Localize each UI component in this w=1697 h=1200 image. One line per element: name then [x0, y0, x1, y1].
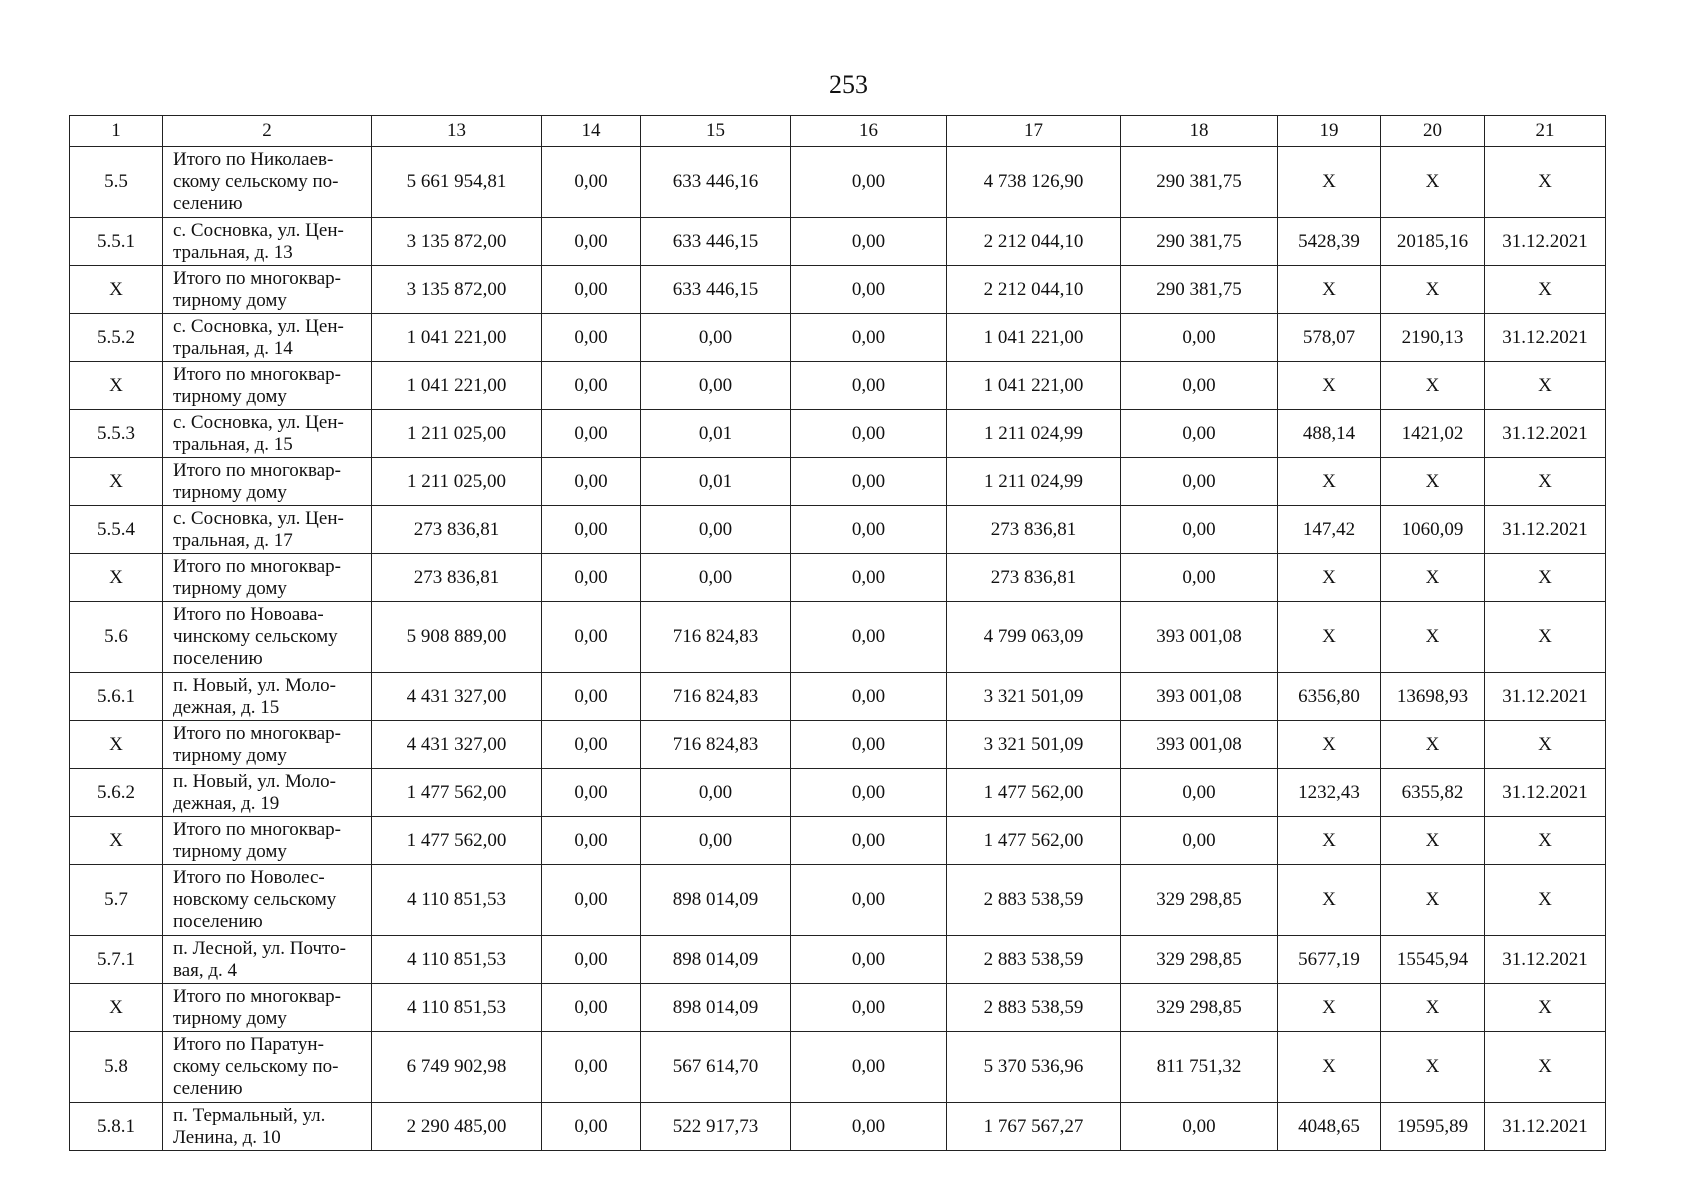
- cell-col-14: 0,00: [542, 147, 641, 218]
- column-header-15: 15: [641, 116, 791, 147]
- column-header-1: 1: [70, 116, 163, 147]
- column-header-19: 19: [1278, 116, 1381, 147]
- cell-col-2: п. Лесной, ул. Почто- вая, д. 4: [163, 936, 372, 984]
- cell-col-18: 329 298,85: [1121, 984, 1278, 1032]
- cell-col-13: 4 110 851,53: [372, 984, 542, 1032]
- cell-col-20: 19595,89: [1381, 1103, 1485, 1151]
- table-row: [70, 1103, 1606, 1151]
- column-header-14: 14: [542, 116, 641, 147]
- cell-col-19: X: [1278, 554, 1381, 602]
- cell-col-21: X: [1485, 984, 1606, 1032]
- column-header-16: 16: [791, 116, 947, 147]
- table-row: [70, 936, 1606, 984]
- cell-col-18: 0,00: [1121, 817, 1278, 865]
- cell-col-20: X: [1381, 458, 1485, 506]
- cell-col-14: 0,00: [542, 1103, 641, 1151]
- cell-col-18: 0,00: [1121, 314, 1278, 362]
- cell-col-21: 31.12.2021: [1485, 936, 1606, 984]
- cell-col-14: 0,00: [542, 218, 641, 266]
- cell-col-15: 716 824,83: [641, 602, 791, 673]
- cell-col-15: 0,00: [641, 314, 791, 362]
- cell-col-13: 5 908 889,00: [372, 602, 542, 673]
- cell-col-15: 633 446,15: [641, 218, 791, 266]
- cell-col-16: 0,00: [791, 602, 947, 673]
- cell-col-17: 1 477 562,00: [947, 769, 1121, 817]
- cell-col-15: 0,00: [641, 506, 791, 554]
- cell-col-19: X: [1278, 984, 1381, 1032]
- cell-col-20: 13698,93: [1381, 673, 1485, 721]
- cell-col-18: 329 298,85: [1121, 936, 1278, 984]
- cell-col-2: с. Сосновка, ул. Цен- тральная, д. 17: [163, 506, 372, 554]
- table-row: [70, 506, 1606, 554]
- cell-col-15: 716 824,83: [641, 673, 791, 721]
- cell-col-16: 0,00: [791, 984, 947, 1032]
- cell-col-2: Итого по многоквар- тирному дому: [163, 984, 372, 1032]
- cell-col-1: X: [70, 266, 163, 314]
- table-row: [70, 554, 1606, 602]
- cell-col-17: 273 836,81: [947, 506, 1121, 554]
- cell-col-19: 578,07: [1278, 314, 1381, 362]
- table-row: [70, 865, 1606, 936]
- cell-col-14: 0,00: [542, 1032, 641, 1103]
- cell-col-14: 0,00: [542, 865, 641, 936]
- column-header-21: 21: [1485, 116, 1606, 147]
- cell-col-19: X: [1278, 865, 1381, 936]
- cell-col-14: 0,00: [542, 673, 641, 721]
- cell-col-20: X: [1381, 865, 1485, 936]
- cell-col-15: 633 446,15: [641, 266, 791, 314]
- cell-col-14: 0,00: [542, 602, 641, 673]
- cell-col-13: 1 041 221,00: [372, 362, 542, 410]
- cell-col-16: 0,00: [791, 410, 947, 458]
- cell-col-19: 5428,39: [1278, 218, 1381, 266]
- table-row: [70, 458, 1606, 506]
- cell-col-15: 522 917,73: [641, 1103, 791, 1151]
- cell-col-1: 5.5.3: [70, 410, 163, 458]
- cell-col-20: 6355,82: [1381, 769, 1485, 817]
- cell-col-16: 0,00: [791, 506, 947, 554]
- cell-col-14: 0,00: [542, 362, 641, 410]
- page-number: 253: [829, 70, 868, 99]
- cell-col-14: 0,00: [542, 936, 641, 984]
- cell-col-17: 1 477 562,00: [947, 817, 1121, 865]
- cell-col-15: 898 014,09: [641, 984, 791, 1032]
- cell-col-16: 0,00: [791, 147, 947, 218]
- cell-col-1: 5.5.1: [70, 218, 163, 266]
- cell-col-16: 0,00: [791, 865, 947, 936]
- cell-col-19: 1232,43: [1278, 769, 1381, 817]
- cell-col-2: Итого по многоквар- тирному дому: [163, 721, 372, 769]
- cell-col-18: 290 381,75: [1121, 147, 1278, 218]
- cell-col-21: 31.12.2021: [1485, 769, 1606, 817]
- cell-col-2: с. Сосновка, ул. Цен- тральная, д. 13: [163, 218, 372, 266]
- cell-col-13: 3 135 872,00: [372, 218, 542, 266]
- cell-col-14: 0,00: [542, 721, 641, 769]
- table-row: [70, 984, 1606, 1032]
- cell-col-21: X: [1485, 602, 1606, 673]
- cell-col-2: Итого по Новолес- новскому сельскому поселению: [163, 865, 372, 936]
- cell-col-1: X: [70, 984, 163, 1032]
- cell-col-17: 1 767 567,27: [947, 1103, 1121, 1151]
- cell-col-15: 633 446,16: [641, 147, 791, 218]
- cell-col-2: Итого по Новоава- чинскому сельскому поселению: [163, 602, 372, 673]
- cell-col-14: 0,00: [542, 266, 641, 314]
- cell-col-17: 4 738 126,90: [947, 147, 1121, 218]
- cell-col-17: 2 212 044,10: [947, 218, 1121, 266]
- cell-col-16: 0,00: [791, 218, 947, 266]
- cell-col-16: 0,00: [791, 936, 947, 984]
- cell-col-14: 0,00: [542, 314, 641, 362]
- cell-col-16: 0,00: [791, 721, 947, 769]
- cell-col-18: 0,00: [1121, 506, 1278, 554]
- cell-col-15: 0,00: [641, 362, 791, 410]
- cell-col-13: 4 110 851,53: [372, 936, 542, 984]
- cell-col-13: 273 836,81: [372, 506, 542, 554]
- cell-col-17: 1 211 024,99: [947, 458, 1121, 506]
- cell-col-21: 31.12.2021: [1485, 410, 1606, 458]
- cell-col-18: 393 001,08: [1121, 673, 1278, 721]
- cell-col-19: X: [1278, 817, 1381, 865]
- cell-col-20: X: [1381, 984, 1485, 1032]
- table-row: [70, 1032, 1606, 1103]
- cell-col-13: 3 135 872,00: [372, 266, 542, 314]
- cell-col-20: X: [1381, 554, 1485, 602]
- cell-col-19: 6356,80: [1278, 673, 1381, 721]
- cell-col-13: 4 110 851,53: [372, 865, 542, 936]
- cell-col-1: X: [70, 817, 163, 865]
- cell-col-16: 0,00: [791, 1032, 947, 1103]
- cell-col-2: Итого по многоквар- тирному дому: [163, 362, 372, 410]
- cell-col-2: п. Термальный, ул. Ленина, д. 10: [163, 1103, 372, 1151]
- cell-col-19: X: [1278, 721, 1381, 769]
- cell-col-15: 0,00: [641, 769, 791, 817]
- cell-col-18: 290 381,75: [1121, 266, 1278, 314]
- cell-col-20: X: [1381, 1032, 1485, 1103]
- cell-col-14: 0,00: [542, 458, 641, 506]
- cell-col-19: X: [1278, 147, 1381, 218]
- cell-col-13: 1 211 025,00: [372, 410, 542, 458]
- cell-col-19: 147,42: [1278, 506, 1381, 554]
- cell-col-17: 5 370 536,96: [947, 1032, 1121, 1103]
- column-header-17: 17: [947, 116, 1121, 147]
- cell-col-18: 290 381,75: [1121, 218, 1278, 266]
- cell-col-1: X: [70, 362, 163, 410]
- cell-col-13: 4 431 327,00: [372, 721, 542, 769]
- cell-col-13: 273 836,81: [372, 554, 542, 602]
- cell-col-13: 1 477 562,00: [372, 769, 542, 817]
- cell-col-15: 567 614,70: [641, 1032, 791, 1103]
- cell-col-20: X: [1381, 362, 1485, 410]
- cell-col-18: 0,00: [1121, 362, 1278, 410]
- table-row: [70, 266, 1606, 314]
- cell-col-1: 5.5: [70, 147, 163, 218]
- cell-col-18: 0,00: [1121, 769, 1278, 817]
- cell-col-15: 0,01: [641, 458, 791, 506]
- cell-col-2: п. Новый, ул. Моло- дежная, д. 15: [163, 673, 372, 721]
- column-header-2: 2: [163, 116, 372, 147]
- cell-col-13: 2 290 485,00: [372, 1103, 542, 1151]
- cell-col-14: 0,00: [542, 817, 641, 865]
- table-row: [70, 673, 1606, 721]
- cell-col-21: X: [1485, 458, 1606, 506]
- cell-col-15: 0,00: [641, 817, 791, 865]
- table-body: [70, 147, 1606, 1151]
- cell-col-17: 1 041 221,00: [947, 362, 1121, 410]
- cell-col-16: 0,00: [791, 554, 947, 602]
- cell-col-17: 2 883 538,59: [947, 936, 1121, 984]
- cell-col-16: 0,00: [791, 673, 947, 721]
- cell-col-17: 1 041 221,00: [947, 314, 1121, 362]
- cell-col-1: 5.8: [70, 1032, 163, 1103]
- table-row: [70, 314, 1606, 362]
- cell-col-20: X: [1381, 266, 1485, 314]
- cell-col-21: X: [1485, 817, 1606, 865]
- cell-col-21: X: [1485, 1032, 1606, 1103]
- cell-col-19: X: [1278, 266, 1381, 314]
- cell-col-19: X: [1278, 1032, 1381, 1103]
- cell-col-21: 31.12.2021: [1485, 673, 1606, 721]
- data-table: [69, 115, 1606, 1151]
- cell-col-17: 3 321 501,09: [947, 721, 1121, 769]
- cell-col-13: 1 041 221,00: [372, 314, 542, 362]
- cell-col-18: 0,00: [1121, 554, 1278, 602]
- cell-col-20: 2190,13: [1381, 314, 1485, 362]
- cell-col-2: с. Сосновка, ул. Цен- тральная, д. 15: [163, 410, 372, 458]
- cell-col-1: X: [70, 458, 163, 506]
- table-row: [70, 721, 1606, 769]
- column-number-row: [70, 116, 1606, 147]
- column-header-18: 18: [1121, 116, 1278, 147]
- cell-col-1: 5.6.1: [70, 673, 163, 721]
- cell-col-16: 0,00: [791, 1103, 947, 1151]
- cell-col-17: 3 321 501,09: [947, 673, 1121, 721]
- cell-col-14: 0,00: [542, 554, 641, 602]
- cell-col-21: 31.12.2021: [1485, 314, 1606, 362]
- cell-col-21: X: [1485, 266, 1606, 314]
- cell-col-13: 1 211 025,00: [372, 458, 542, 506]
- cell-col-21: X: [1485, 362, 1606, 410]
- cell-col-21: X: [1485, 147, 1606, 218]
- cell-col-15: 898 014,09: [641, 936, 791, 984]
- cell-col-13: 4 431 327,00: [372, 673, 542, 721]
- cell-col-2: Итого по многоквар- тирному дому: [163, 554, 372, 602]
- cell-col-17: 2 212 044,10: [947, 266, 1121, 314]
- table-row: [70, 218, 1606, 266]
- cell-col-1: 5.5.2: [70, 314, 163, 362]
- cell-col-21: X: [1485, 554, 1606, 602]
- cell-col-19: X: [1278, 362, 1381, 410]
- cell-col-18: 0,00: [1121, 458, 1278, 506]
- cell-col-18: 0,00: [1121, 410, 1278, 458]
- cell-col-16: 0,00: [791, 769, 947, 817]
- cell-col-14: 0,00: [542, 410, 641, 458]
- cell-col-19: 488,14: [1278, 410, 1381, 458]
- cell-col-17: 2 883 538,59: [947, 984, 1121, 1032]
- cell-col-2: Итого по многоквар- тирному дому: [163, 817, 372, 865]
- column-header-20: 20: [1381, 116, 1485, 147]
- cell-col-21: 31.12.2021: [1485, 1103, 1606, 1151]
- cell-col-14: 0,00: [542, 769, 641, 817]
- cell-col-2: п. Новый, ул. Моло- дежная, д. 19: [163, 769, 372, 817]
- cell-col-19: X: [1278, 458, 1381, 506]
- cell-col-16: 0,00: [791, 817, 947, 865]
- cell-col-1: X: [70, 721, 163, 769]
- cell-col-1: 5.7.1: [70, 936, 163, 984]
- cell-col-15: 716 824,83: [641, 721, 791, 769]
- cell-col-20: 1060,09: [1381, 506, 1485, 554]
- cell-col-19: 4048,65: [1278, 1103, 1381, 1151]
- table-row: [70, 147, 1606, 218]
- table-row: [70, 769, 1606, 817]
- table-row: [70, 602, 1606, 673]
- table-row: [70, 410, 1606, 458]
- cell-col-14: 0,00: [542, 506, 641, 554]
- cell-col-19: X: [1278, 602, 1381, 673]
- cell-col-1: 5.6: [70, 602, 163, 673]
- column-header-13: 13: [372, 116, 542, 147]
- table-row: [70, 817, 1606, 865]
- cell-col-17: 273 836,81: [947, 554, 1121, 602]
- cell-col-18: 811 751,32: [1121, 1032, 1278, 1103]
- cell-col-17: 1 211 024,99: [947, 410, 1121, 458]
- cell-col-1: 5.7: [70, 865, 163, 936]
- cell-col-18: 0,00: [1121, 1103, 1278, 1151]
- cell-col-14: 0,00: [542, 984, 641, 1032]
- cell-col-2: Итого по многоквар- тирному дому: [163, 266, 372, 314]
- cell-col-17: 2 883 538,59: [947, 865, 1121, 936]
- cell-col-20: X: [1381, 602, 1485, 673]
- cell-col-17: 4 799 063,09: [947, 602, 1121, 673]
- cell-col-2: Итого по многоквар- тирному дому: [163, 458, 372, 506]
- cell-col-20: X: [1381, 147, 1485, 218]
- cell-col-16: 0,00: [791, 314, 947, 362]
- cell-col-20: 20185,16: [1381, 218, 1485, 266]
- cell-col-16: 0,00: [791, 458, 947, 506]
- cell-col-20: X: [1381, 817, 1485, 865]
- cell-col-18: 393 001,08: [1121, 721, 1278, 769]
- table-row: [70, 362, 1606, 410]
- cell-col-15: 898 014,09: [641, 865, 791, 936]
- cell-col-16: 0,00: [791, 362, 947, 410]
- cell-col-19: 5677,19: [1278, 936, 1381, 984]
- cell-col-21: 31.12.2021: [1485, 506, 1606, 554]
- cell-col-13: 6 749 902,98: [372, 1032, 542, 1103]
- cell-col-15: 0,01: [641, 410, 791, 458]
- cell-col-18: 393 001,08: [1121, 602, 1278, 673]
- cell-col-2: Итого по Паратун- скому сельскому по- селению: [163, 1032, 372, 1103]
- cell-col-21: 31.12.2021: [1485, 218, 1606, 266]
- cell-col-18: 329 298,85: [1121, 865, 1278, 936]
- cell-col-20: X: [1381, 721, 1485, 769]
- cell-col-16: 0,00: [791, 266, 947, 314]
- cell-col-13: 1 477 562,00: [372, 817, 542, 865]
- cell-col-20: 1421,02: [1381, 410, 1485, 458]
- cell-col-13: 5 661 954,81: [372, 147, 542, 218]
- cell-col-2: с. Сосновка, ул. Цен- тральная, д. 14: [163, 314, 372, 362]
- cell-col-20: 15545,94: [1381, 936, 1485, 984]
- cell-col-15: 0,00: [641, 554, 791, 602]
- cell-col-1: 5.5.4: [70, 506, 163, 554]
- cell-col-1: 5.8.1: [70, 1103, 163, 1151]
- cell-col-1: 5.6.2: [70, 769, 163, 817]
- cell-col-21: X: [1485, 721, 1606, 769]
- cell-col-21: X: [1485, 865, 1606, 936]
- cell-col-1: X: [70, 554, 163, 602]
- cell-col-2: Итого по Николаев- скому сельскому по- селению: [163, 147, 372, 218]
